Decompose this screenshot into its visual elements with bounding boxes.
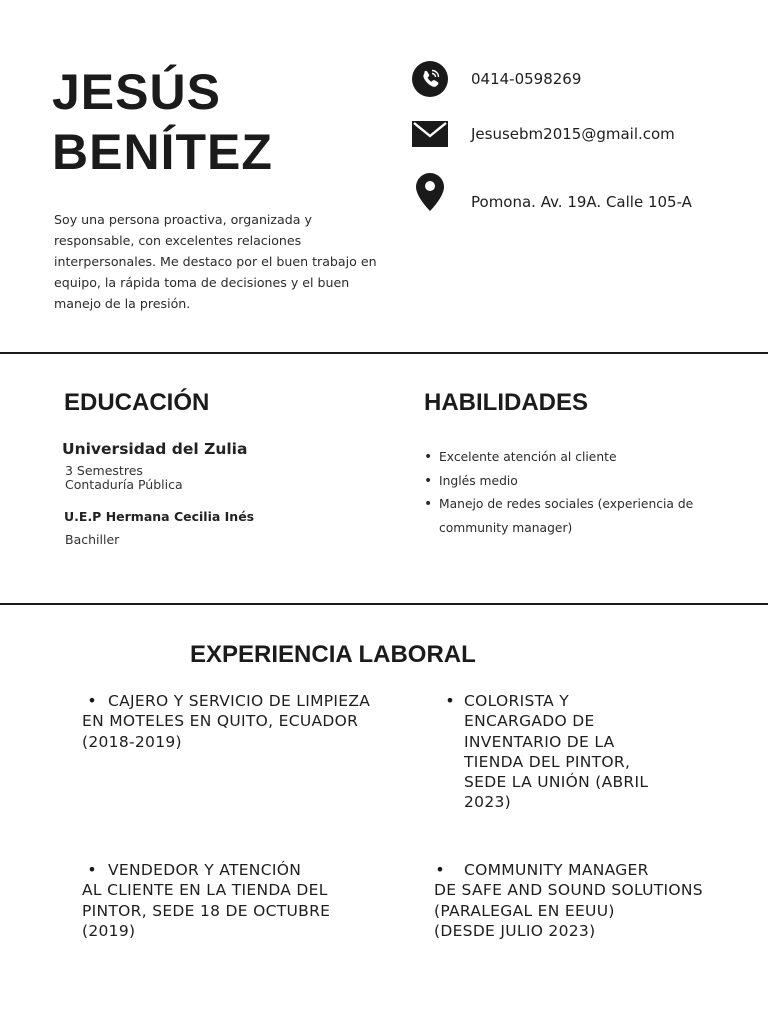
job-entry-2 <box>440 691 740 813</box>
divider-top <box>0 352 768 354</box>
last-name: BENÍTEZ <box>52 124 273 180</box>
phone-number[interactable]: 0414-0598269 <box>471 70 582 88</box>
email-address[interactable]: Jesusebm2015@gmail.com <box>471 125 675 143</box>
education-school-1-duration: 3 Semestres <box>65 463 143 478</box>
education-school-1-program: Contaduría Pública <box>65 477 183 492</box>
job-2-text: COLORISTA Y ENCARGADO DE INVENTARIO DE LA TIENDA DEL PINTOR, SEDE LA UNIÓN (ABRIL 2023) <box>464 692 649 812</box>
job-entry-1 <box>82 691 422 752</box>
bullet-icon: • <box>87 691 97 710</box>
education-school-2-degree: Bachiller <box>65 532 120 547</box>
skills-list <box>424 446 724 540</box>
job-1-text: CAJERO Y SERVICIO DE LIMPIEZA EN MOTELES EN QUITO, ECUADOR (2018-2019) <box>82 692 371 751</box>
bullet-icon: • <box>87 860 97 879</box>
location-pin-icon <box>416 173 444 211</box>
envelope-icon <box>412 121 448 147</box>
job-entry-4 <box>430 860 750 941</box>
job-3-text: VENDEDOR Y ATENCIÓN AL CLIENTE EN LA TIENDA DEL PINTOR, SEDE 18 DE OCTUBRE (2019) <box>82 861 331 940</box>
skills-title: HABILIDADES <box>424 389 589 416</box>
skill-item: • Inglés medio <box>424 470 724 494</box>
home-address: Pomona. Av. 19A. Calle 105-A <box>471 193 692 211</box>
education-school-1: Universidad del Zulia <box>62 440 248 458</box>
education-school-2: U.E.P Hermana Cecilia Inés <box>64 509 255 524</box>
bullet-icon: • <box>445 691 455 710</box>
profile-summary: Soy una persona proactiva, organizada y responsable, con excelentes relaciones interpersonales. Me destaco por el buen trabajo en equipo, la rápida toma de decisiones y el buen manejo de la presión. <box>54 212 377 311</box>
first-name: JESÚS <box>52 64 221 120</box>
job-4-text: COMMUNITY MANAGER DE SAFE AND SOUND SOLUTIONS (PARALEGAL EN EEUU) (DESDE JULIO 2023) <box>434 861 703 940</box>
divider-bottom <box>0 603 768 605</box>
phone-icon <box>412 61 448 97</box>
education-title: EDUCACIÓN <box>64 389 210 416</box>
bullet-icon: • <box>435 860 445 879</box>
skill-item: • Manejo de redes sociales (experiencia de community manager) <box>424 493 724 540</box>
job-entry-3 <box>82 860 422 941</box>
full-name <box>52 62 273 182</box>
skill-item: • Excelente atención al cliente <box>424 446 724 470</box>
experience-title: EXPERIENCIA LABORAL <box>190 641 476 668</box>
